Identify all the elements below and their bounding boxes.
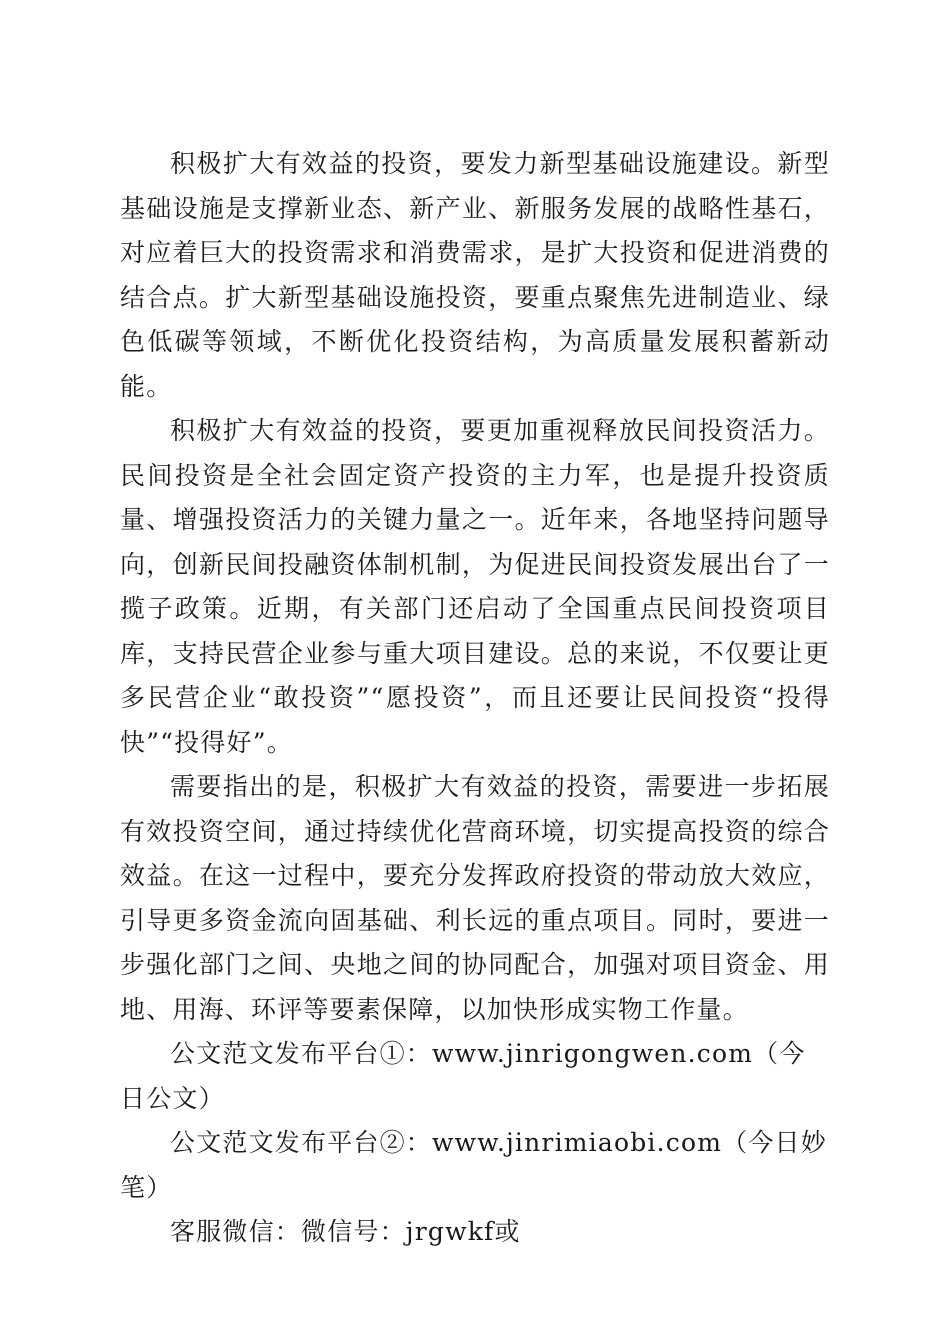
paragraph-new-infrastructure: 积极扩大有效益的投资，要发力新型基础设施建设。新型基础设施是支撑新业态、新产业、新服务发展的战略性基石，对应着巨大的投资需求和消费需求，是扩大投资和促进消费的结合点。扩大新型基础设施投资，要重点聚焦先进制造业、绿色低碳等领域，不断优化投资结构，为高质量发展积蓄新动能。 bbox=[120, 149, 830, 401]
paragraph-investment-space: 需要指出的是，积极扩大有效益的投资，需要进一步拓展有效投资空间，通过持续优化营商环境，切实提高投资的综合效益。在这一过程中，要充分发挥政府投资的带动放大效应，引导更多资金流向固基础、利长远的重点项目。同时，要进一步强化部门之间、央地之间的协同配合，加强对项目资金、用地、用海、环评等要素保障，以加快形成实物工作量。 bbox=[120, 772, 830, 1024]
footer-platform-2: 公文范文发布平台②：www.jinrimiaobi.com（今日妙笔） bbox=[120, 1128, 827, 1202]
article-body bbox=[120, 142, 830, 1255]
paragraph-private-investment: 积极扩大有效益的投资，要更加重视释放民间投资活力。民间投资是全社会固定资产投资的主力军，也是提升投资质量、增强投资活力的关键力量之一。近年来，各地坚持问题导向，创新民间投融资体制机制，为促进民间投资发展出台了一揽子政策。近期，有关部门还启动了全国重点民间投资项目库，支持民营企业参与重大项目建设。总的来说，不仅要让更多民营企业“敢投资”“愿投资”，而且还要让民间投资“投得快”“投得好”。 bbox=[120, 416, 830, 757]
footer-service-wechat: 客服微信：微信号：jrgwkf或 bbox=[170, 1217, 521, 1246]
footer-platform-1: 公文范文发布平台①：www.jinrigongwen.com（今日公文） bbox=[120, 1039, 806, 1113]
